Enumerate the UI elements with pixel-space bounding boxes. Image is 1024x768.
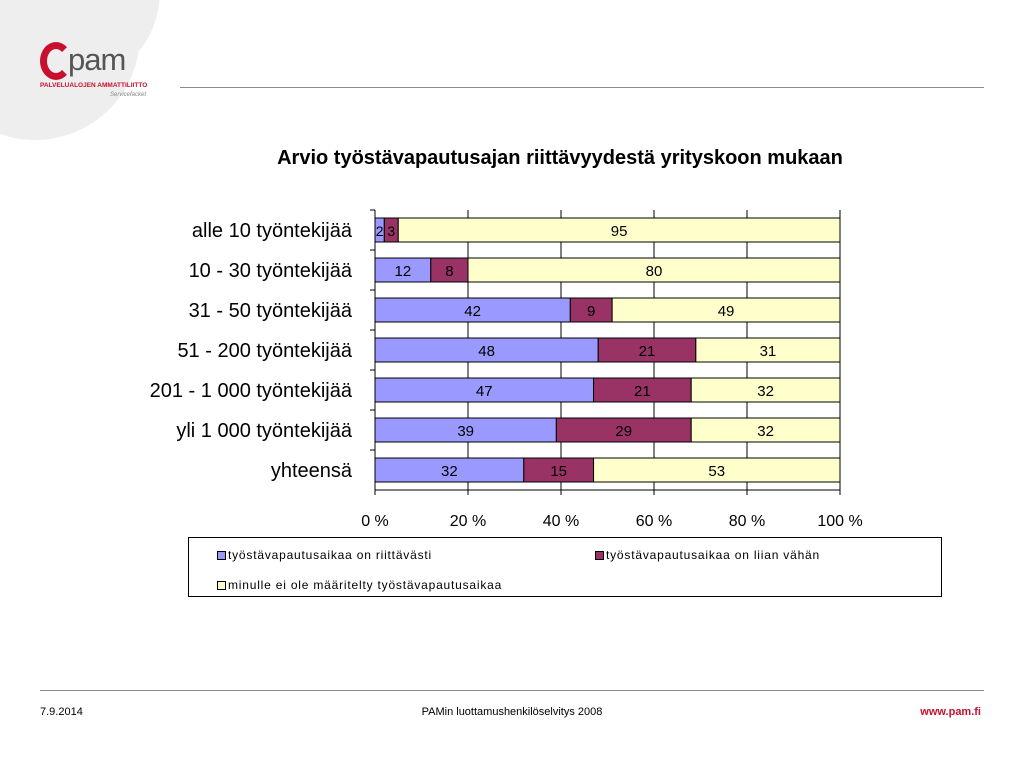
data-label: 21 xyxy=(638,343,656,360)
data-label: 42 xyxy=(464,303,481,320)
data-label: 32 xyxy=(441,463,458,480)
data-label: 80 xyxy=(645,263,663,280)
data-label: 49 xyxy=(717,303,735,320)
data-label: 15 xyxy=(550,463,568,480)
data-label: 12 xyxy=(394,263,412,280)
x-tick-label: 40 % xyxy=(542,513,580,530)
data-label: 32 xyxy=(757,383,774,400)
x-tick-label: 80 % xyxy=(728,513,766,530)
legend-label-riittavasti: työstävapautusaikaa on riittävästi xyxy=(228,548,432,562)
category-label: yli 1 000 työntekijää xyxy=(176,420,352,442)
x-tick-label: 100 % xyxy=(817,513,863,530)
logo-subtitle: PALVELUALOJEN AMMATTILIITTO xyxy=(40,82,148,89)
category-label: 31 - 50 työntekijää xyxy=(188,300,352,322)
data-label: 21 xyxy=(634,383,651,400)
data-label: 95 xyxy=(610,223,628,240)
data-label: 29 xyxy=(615,423,633,440)
data-label: 32 xyxy=(757,423,774,440)
category-label: 10 - 30 työntekijää xyxy=(188,260,352,282)
footer-title: PAMin luottamushenkilöselvitys 2008 xyxy=(421,706,603,718)
x-tick-label: 20 % xyxy=(449,513,487,530)
chart-legend xyxy=(188,537,942,597)
x-tick-label: 60 % xyxy=(635,513,673,530)
logo-word: pam xyxy=(68,42,126,77)
chart-title: Arvio työstävapautusajan riittävyydestä yrityskoon mukaan xyxy=(277,147,843,169)
data-label: 31 xyxy=(759,343,777,360)
data-label: 53 xyxy=(708,463,726,480)
legend-swatch-riittavasti xyxy=(217,551,226,560)
data-label: 9 xyxy=(587,303,596,320)
category-label: alle 10 työntekijää xyxy=(191,220,352,242)
footer-date: 7.9.2014 xyxy=(40,706,83,718)
data-label: 2 xyxy=(375,223,384,239)
data-label: 3 xyxy=(387,223,396,239)
legend-label-liian-vahan: työstävapautusaikaa on liian vähän xyxy=(606,548,820,562)
data-label: 48 xyxy=(478,343,495,360)
logo-tagline: Servicefacket xyxy=(110,92,147,98)
category-label: 51 - 200 työntekijää xyxy=(177,340,352,362)
footer-website-link[interactable]: www.pam.fi xyxy=(920,706,981,718)
category-label: 201 - 1 000 työntekijää xyxy=(149,380,352,402)
legend-swatch-ei-maaritelty xyxy=(217,581,226,590)
legend-item-ei-maaritelty xyxy=(217,578,502,592)
data-label: 39 xyxy=(457,423,475,440)
legend-label-ei-maaritelty: minulle ei ole määritelty työstävapautusaikaa xyxy=(228,578,503,592)
legend-item-liian-vahan xyxy=(595,548,820,562)
data-label: 47 xyxy=(475,383,493,400)
footer-divider xyxy=(40,690,984,691)
legend-item-riittavasti xyxy=(217,548,432,562)
data-label: 8 xyxy=(445,263,454,280)
category-label: yhteensä xyxy=(270,460,352,482)
x-tick-label: 0 % xyxy=(361,513,389,530)
legend-swatch-liian-vahan xyxy=(595,551,604,560)
